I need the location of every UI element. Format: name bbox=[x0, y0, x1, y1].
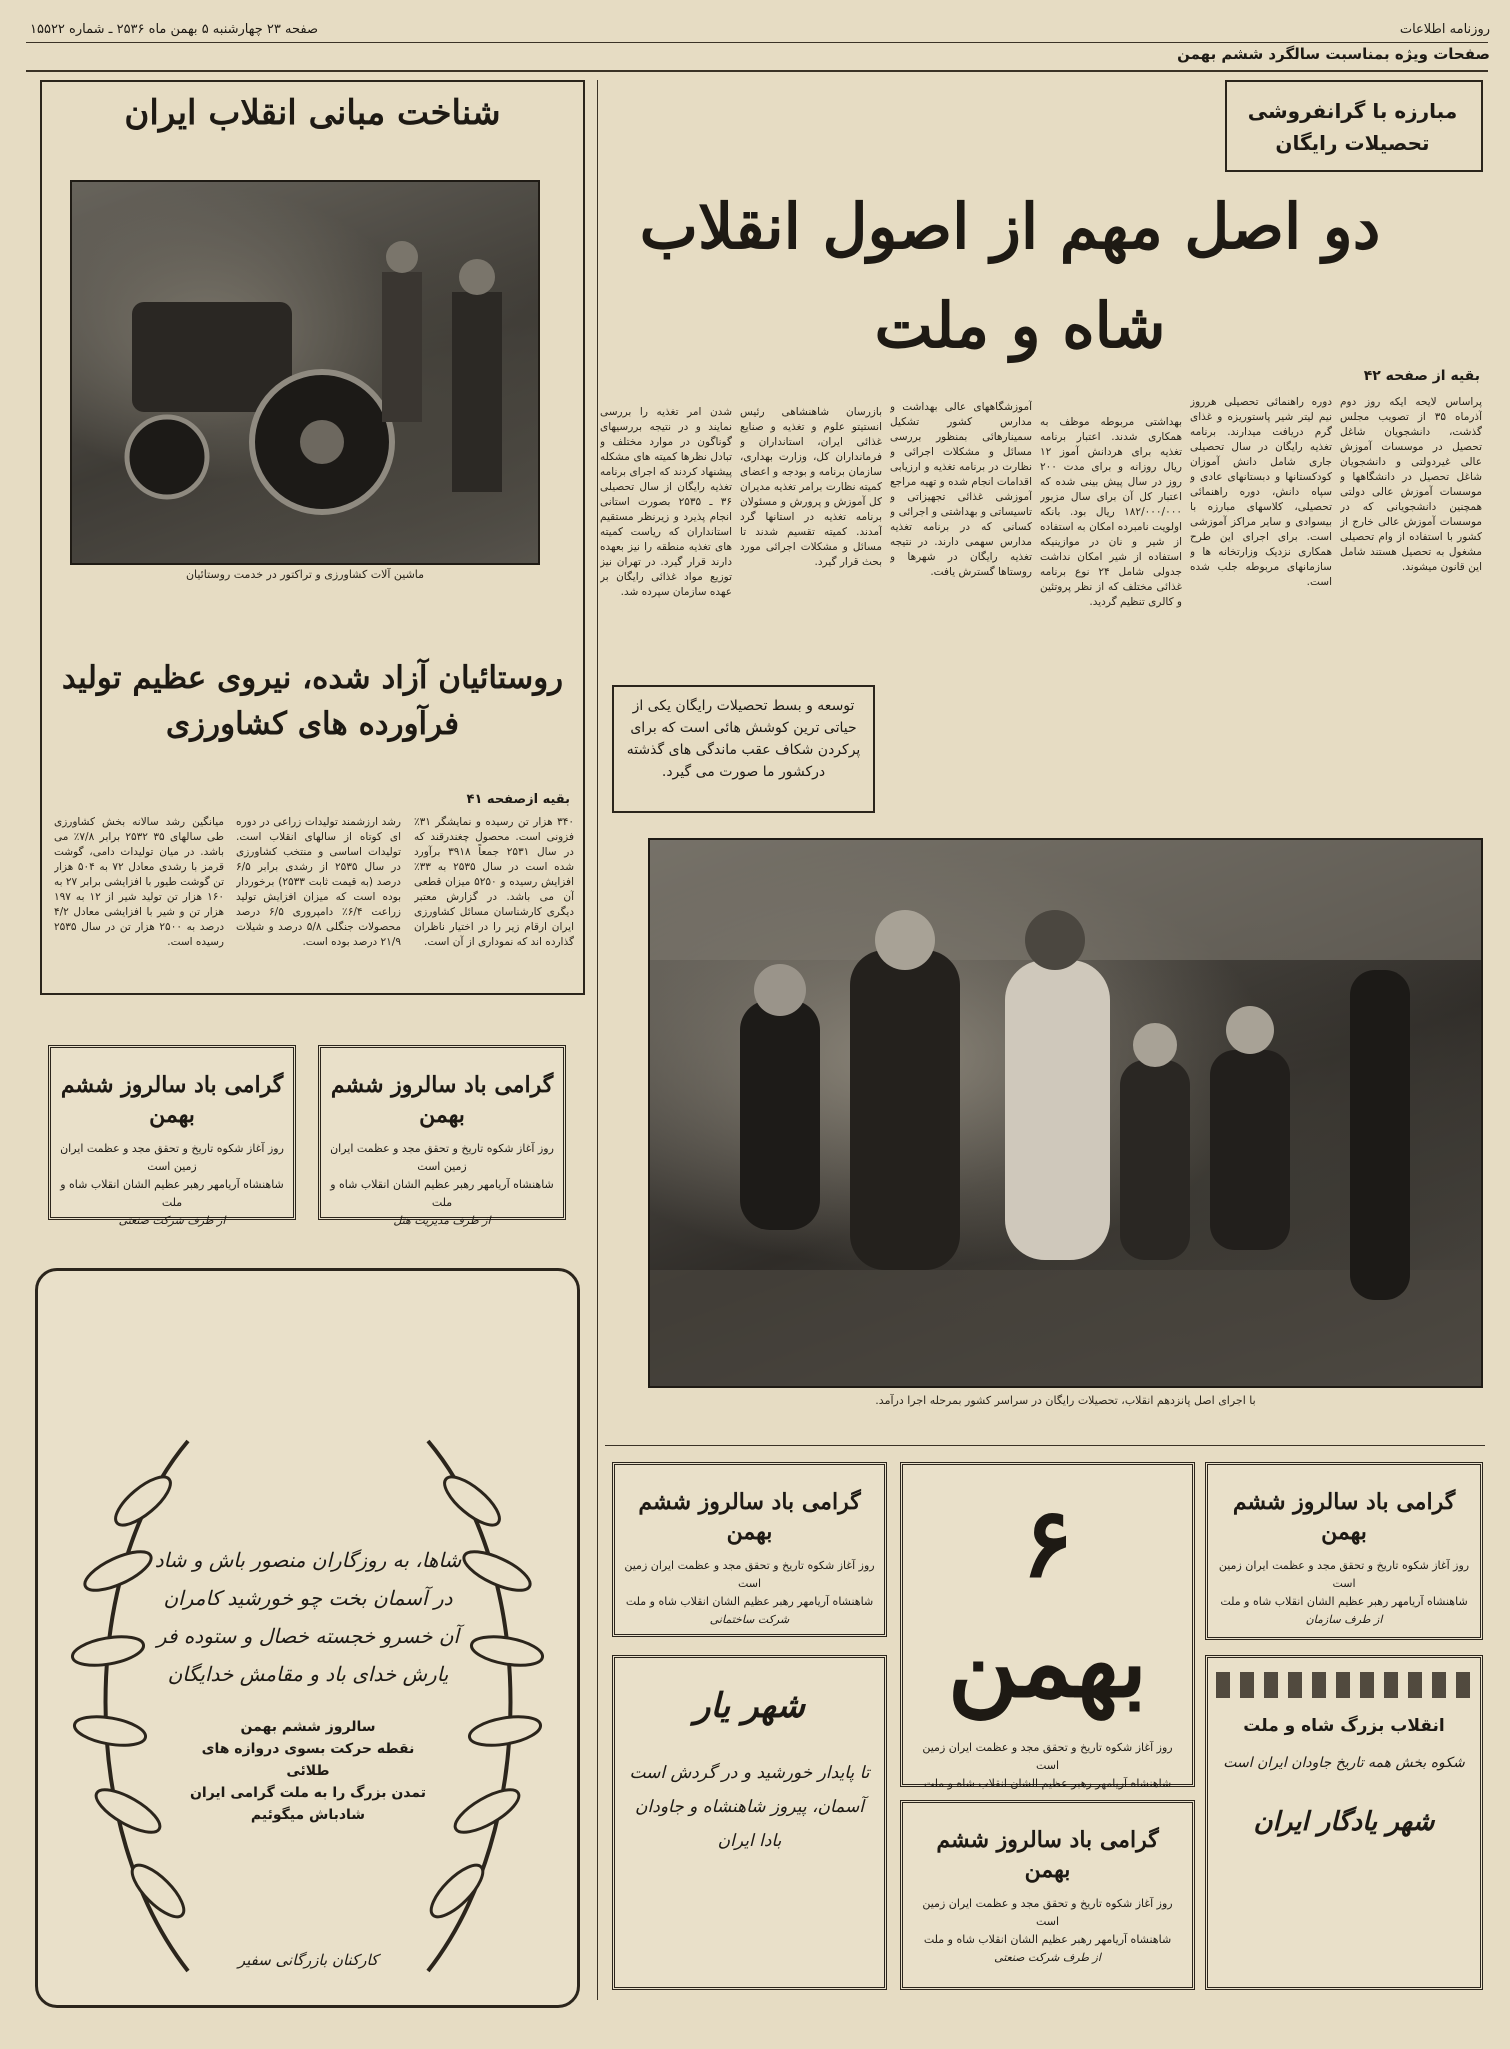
left-article-column-1: ۳۴۰ هزار تن رسیده و نمایشگر ۳۱٪ فزونی است. محصول چغندرقند که در سال ۲۵۳۱ جمعاً ۳۹۱۸ برآورد شده است در سال ۲۵۳۵ به ۳۳٪ افزایش رسیده و ۵۲۵۰ میزان قطعی آن می باشد. در گزارش معتبر دیگری کارشناسان مسائل کشاورزی ایران ارقام زیر را در اختیار ناظران گذارده اند که نموداری از آن است. bbox=[414, 816, 574, 948]
revolution-ad-title: انقلاب بزرگ شاه و ملت bbox=[1243, 1716, 1445, 1736]
greeting-ad-4-title: گرامی باد سالروز ششم بهمن bbox=[638, 1489, 861, 1545]
left-article-continued: بقیه ازصفحه ۴۱ bbox=[466, 792, 570, 807]
six-bahman-emblem: ۶ بهمن bbox=[947, 1486, 1148, 1719]
greeting-ad-5-line-2: شاهنشاه آریامهر رهبر عظیم الشان انقلاب شاه و ملت bbox=[923, 1933, 1172, 1946]
paper-name: روزنامه اطلاعات bbox=[1399, 22, 1490, 37]
main-column-2: دوره راهنمائی تحصیلی هرروز نیم لیتر شیر پاستوریزه و غذای گرم دریافت میدارند. برنامه تغذیه رایگان در سال تحصیلی جاری شامل دانش آموزان کودکستانها و دبستانهای عادی و سپاه دانش، دوره راهنمائی تحصیلی، کلاسهای مبارزه با بیسوادی و سایر مراکز آموزشی است. برای اجرای این طرح همکاری نزدیک وزارتخانه ها و سازمانهای مربوطه جلب شده است. bbox=[1190, 396, 1332, 588]
greeting-ad-2-line-1: روز آغاز شکوه تاریخ و تحقق مجد و عظمت ایران زمین است bbox=[60, 1142, 284, 1173]
main-column-1: پراساس لایحه ایکه روز دوم آذرماه ۳۵ از تصویب مجلس گذشت، دانشجویان شاغل تحصیل در موسسات آموزش عالی غیردولتی و دانشجویان شاغل تحصیل در دانشگاهها و موسسات آموزش عالی دولتی همچنین دانشجویانی که در موسسات آموزش عالی خارج از کشور با استفاده از وام تحصیلی مشغول به تحصیل هستند شامل این قانون میشوند. bbox=[1340, 396, 1482, 573]
six-bahman-ad bbox=[900, 1462, 1195, 1790]
left-article-title: شناخت مبانی انقلاب ایران bbox=[124, 93, 501, 133]
greeting-ad-2-signature: از طرف شرکت صنعتی bbox=[118, 1214, 226, 1227]
main-article-continued: بقیه از صفحه ۴۲ bbox=[1363, 368, 1480, 384]
poem-footer-line-4: شادباش میگوئیم bbox=[250, 1807, 366, 1823]
greeting-ad-3-signature: از طرف سازمان bbox=[1305, 1613, 1383, 1626]
city-ad bbox=[612, 1655, 887, 1990]
tractor-photo-caption: ماشین آلات کشاورزی و تراکتور در خدمت روستائیان bbox=[185, 568, 425, 581]
column-rule-center bbox=[597, 80, 598, 2000]
students-photo-caption: با اجرای اصل پانزدهم انقلاب، تحصیلات رایگان در سراسر کشور بمرحله اجرا درآمد. bbox=[875, 1394, 1256, 1407]
greeting-ad-4-line-1: روز آغاز شکوه تاریخ و تحقق مجد و عظمت ایران زمین است bbox=[624, 1559, 875, 1590]
poem-line-3: آن خسرو خجسته خصال و ستوده فر bbox=[156, 1624, 460, 1648]
six-bahman-line-1: روز آغاز شکوه تاریخ و تحقق مجد و عظمت ایران زمین است bbox=[922, 1741, 1173, 1772]
main-headline-line-1: دو اصل مهم از اصول انقلاب bbox=[639, 190, 1381, 263]
poem-text bbox=[148, 1541, 468, 1693]
left-article-column-3: میانگین رشد سالانه بخش کشاورزی طی سالهای ۳۵ ۲۵۳۲ برابر ۷/۸٪ می باشد. در میان تولیدات دامی، گوشت قرمز با رشدی معادل ۷۲ به ۵۰۴ هزار تن گوشت طیور با افزایشی برابر ۲۷ به ۱۶۰ هزار تن تولید شیر از ۱۲ به ۱۹۷ هزار تن و شیر با افزایشی معادل ۴/۲ درصد به ۲۵۰۰ هزار تن در سال ۲۵۳۵ رسیده است. bbox=[54, 816, 224, 948]
poem-ad bbox=[35, 1268, 580, 2008]
greeting-ad-1-title: گرامی باد سالروز ششم بهمن bbox=[330, 1072, 554, 1128]
revolution-ad-company: شهر یادگار ایران bbox=[1253, 1807, 1435, 1837]
greeting-ad-3-line-2: شاهنشاه آریامهر رهبر عظیم الشان انقلاب شاه و ملت bbox=[1220, 1595, 1468, 1608]
poem-signature: کارکنان بازرگانی سفیر bbox=[237, 1951, 379, 1969]
greeting-ad-3-title: گرامی باد سالروز ششم بهمن bbox=[1232, 1489, 1456, 1545]
header-rule-bottom bbox=[26, 70, 1488, 72]
issue-line: صفحه ۲۳ چهارشنبه ۵ بهمن ماه ۲۵۳۶ ـ شماره ۱۵۵۲۲ bbox=[30, 22, 318, 37]
ads-section-rule bbox=[605, 1445, 1485, 1446]
greeting-ad-3 bbox=[1205, 1462, 1483, 1640]
six-bahman-line-2: شاهنشاه آریامهر رهبر عظیم الشان انقلاب شاه و ملت bbox=[923, 1777, 1172, 1790]
greeting-ad-5-signature: از طرف شرکت صنعتی bbox=[994, 1951, 1101, 1964]
students-illustration bbox=[650, 840, 1481, 1386]
kicker-line-1: مبارزه با گرانفروشی bbox=[1247, 99, 1458, 123]
poem-line-2: در آسمان بخت چو خورشید کامران bbox=[163, 1586, 453, 1610]
main-column-4: آموزشگاههای عالی بهداشت و مدارس کشور تشکیل سمینارهائی بمنظور بررسی مسائل و مشکلات اجرائی و نظارت در برنامه تغذیه و ارزیابی اقدامات انجام شده و تهیه مراجع آموزشی غذائی تجهیزاتی و تاسیساتی و بهداشتی و اجرائی و کسانی که در برنامه تغذیه مدارس سهمی دارند. در نتیجه تغذیه رایگان در شهرها و روستاها گسترش یافت. bbox=[890, 401, 1032, 578]
greeting-ad-1-signature: از طرف مدیریت هتل bbox=[393, 1214, 491, 1227]
students-photo bbox=[648, 838, 1483, 1388]
main-column-5: بازرسان شاهنشاهی رئیس انستیتو علوم و تغذیه و صنایع غذائی ایران، استانداران و فرمانداران کل، وزارت بهداری، سازمان برنامه و بودجه و اعضای کمیته نظارت برامر تغذیه مدیران کل آموزش و پرورش و مسئولان برنامه تغذیه در استانها گرد آمدند. کمیته تقسیم شدند تا مسائل و مشکلات اجرائی مورد بحث قرار گیرد. bbox=[740, 406, 882, 568]
greeting-ad-2-title: گرامی باد سالروز ششم بهمن bbox=[60, 1072, 284, 1128]
kicker-line-2: تحصیلات رایگان bbox=[1275, 131, 1430, 155]
greeting-ad-5 bbox=[900, 1800, 1195, 1990]
greeting-ad-4-line-2: شاهنشاه آریامهر رهبر عظیم الشان انقلاب شاه و ملت bbox=[625, 1595, 874, 1608]
greeting-ad-2-line-2: شاهنشاه آریامهر رهبر عظیم الشان انقلاب شاه و ملت bbox=[60, 1178, 284, 1209]
city-ad-text: تا پایدار خورشید و در گردش است آسمان، پیروز شاهنشاه و جاودان بادا ایران bbox=[629, 1763, 870, 1851]
special-pages-line: صفحات ویژه بمناسبت سالگرد ششم بهمن bbox=[1177, 45, 1490, 63]
greeting-ad-5-title: گرامی باد سالروز ششم بهمن bbox=[936, 1827, 1159, 1883]
revolution-ad-line: شکوه بخش همه تاریخ جاودان ایران است bbox=[1223, 1755, 1465, 1771]
greeting-ad-4-signature: شرکت ساختمانی bbox=[709, 1613, 790, 1626]
poem-footer-line-2: نقطه حرکت بسوی دروازه های طلائی bbox=[201, 1741, 415, 1779]
tractor-photo bbox=[70, 180, 540, 565]
quote-box: توسعه و بسط تحصیلات رایگان یکی از حیاتی ترین کوشش هائی است که برای پرکردن شکاف عقب ماندگی های گذشته درکشور ما صورت می گیرد. bbox=[612, 685, 875, 813]
revolution-ad-border-ornament bbox=[1216, 1672, 1472, 1698]
poem-line-4: یارش خدای باد و مقامش خدایگان bbox=[167, 1662, 449, 1686]
city-ad-title: شهر یار bbox=[694, 1686, 805, 1726]
main-headline-line-2: شاه و ملت bbox=[874, 289, 1166, 362]
poem-line-1: شاها، به روزگاران منصور باش و شاد bbox=[154, 1548, 462, 1572]
greeting-ad-1-line-2: شاهنشاه آریامهر رهبر عظیم الشان انقلاب شاه و ملت bbox=[330, 1178, 554, 1209]
poem-footer bbox=[178, 1716, 438, 1826]
greeting-ad-2 bbox=[48, 1045, 296, 1227]
main-column-6: شدن امر تغذیه را بررسی نمایند و در نتیجه بررسیهای گوناگون در موارد مختلف و تبادل نظرها کمیته های مشکله پیشنهاد کردند که اجرای برنامه تغذیه رایگان از سال تحصیلی ۳۶ ـ ۲۵۳۵ بصورت استانی انجام پذیرد و زیرنظر مستقیم استانداران که ریاست کمیته های تغذیه منطقه را نیز بعهده دارند قرار گیرد. در تهران نیز توزیع مواد غذائی رایگان بر عهده سازمان سپرده شد. bbox=[600, 406, 732, 598]
greeting-ad-3-line-1: روز آغاز شکوه تاریخ و تحقق مجد و عظمت ایران زمین است bbox=[1218, 1559, 1470, 1590]
main-column-3: بهداشتی مربوطه موظف به همکاری شدند. اعتبار برنامه تغذیه برای هردانش آموز ۱۲ ریال روزانه و برای مدت ۲۰۰ روز در سال پیش بینی شده که اعتبار کل آن برای سال مزبور ۱۸۲/۰۰۰/۰۰۰ ریال بود. بانکه اولویت نامبرده امکان به استفاده از شیر و نان در موازینیکه استفاده از شیر امکان نداشت جدولی شامل ۲۴ نوع برنامه غذائی مختلف که از نظر پروتئین و کالری تنظیم گردید. bbox=[1040, 416, 1182, 608]
poem-footer-line-1: سالروز ششم بهمن bbox=[240, 1719, 376, 1735]
greeting-ad-4 bbox=[612, 1462, 887, 1637]
tractor-illustration bbox=[72, 182, 538, 563]
revolution-ad bbox=[1205, 1655, 1483, 1990]
left-article-column-2: رشد ارزشمند تولیدات زراعی در دوره ای کوتاه از سالهای انقلاب است. تولیدات اساسی و منتخب کشاورزی در سال ۲۵۳۵ از رشدی برابر ۶/۵ درصد (به قیمت ثابت ۲۵۳۳) برخوردار بوده است که میزان افزایش تولید زراعت ۶/۴٪ دامپروری ۶/۵ درصد محصولات جنگلی ۵/۸ درصد و شیلات ۲۱/۹ درصد بوده است. bbox=[236, 816, 401, 948]
poem-footer-line-3: تمدن بزرگ را به ملت گرامی ایران bbox=[189, 1785, 427, 1801]
header-rule bbox=[26, 42, 1488, 43]
kicker-box bbox=[1225, 80, 1483, 172]
left-article-headline: روستائیان آزاد شده، نیروی عظیم تولید فرآورده های کشاورزی bbox=[61, 660, 564, 742]
greeting-ad-5-line-1: روز آغاز شکوه تاریخ و تحقق مجد و عظمت ایران زمین است bbox=[922, 1897, 1173, 1928]
greeting-ad-1 bbox=[318, 1045, 566, 1227]
greeting-ad-1-line-1: روز آغاز شکوه تاریخ و تحقق مجد و عظمت ایران زمین است bbox=[330, 1142, 554, 1173]
